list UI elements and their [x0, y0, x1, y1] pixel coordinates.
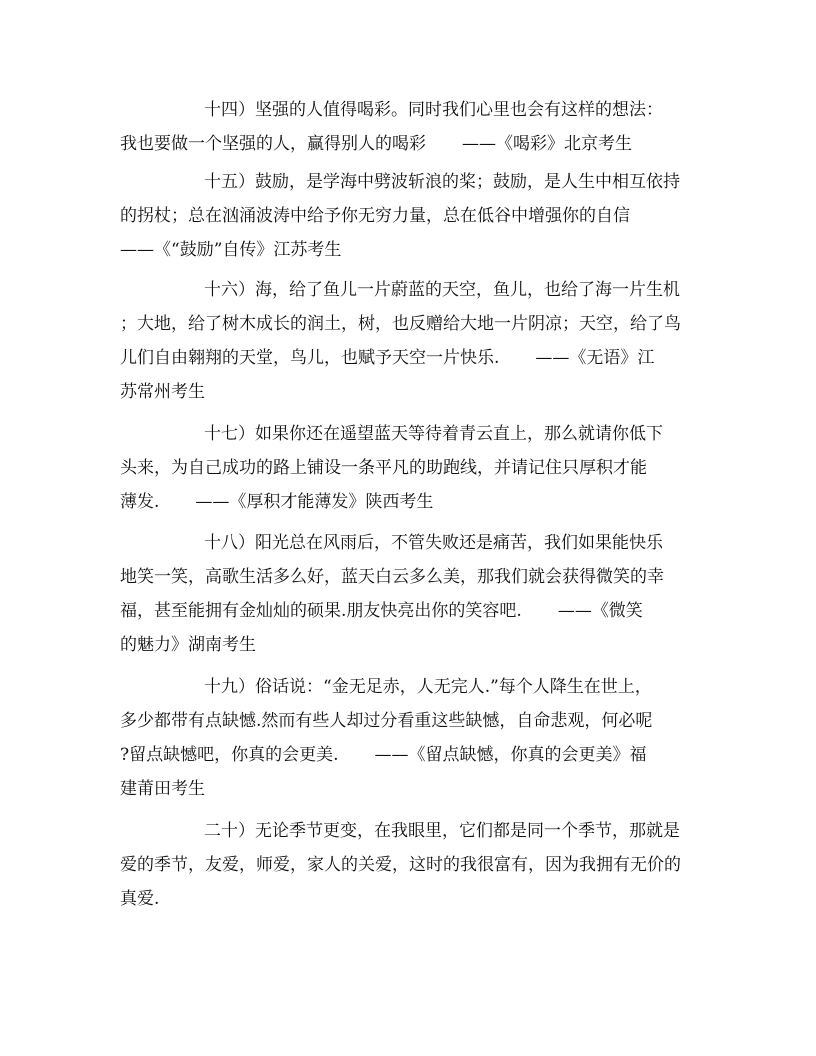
text-line [120, 341, 695, 375]
text-line: 十九）俗话说：“金无足赤，人无完人.”每个人降生在世上， [204, 677, 652, 697]
source-citation: ——《留点缺憾，你真的会更美》福 [374, 745, 647, 765]
source-citation: ——《无语》江 [535, 348, 655, 368]
text-line: 十七）如果你还在遥望蓝天等待着青云直上，那么就请你低下 [204, 424, 663, 444]
text-line: 二十）无论季节更变，在我眼里，它们都是同一个季节，那就是 [204, 821, 680, 841]
text-line: 头来，为自己成功的路上铺设一条平凡的助跑线，并请记住只厚积才能 [120, 458, 647, 478]
paragraph-18 [120, 526, 695, 662]
paragraph-15 [120, 165, 695, 267]
text-segment: 薄发. [120, 492, 160, 512]
text-line [120, 485, 695, 519]
paragraph-19 [120, 670, 695, 806]
text-line: 真爱. [120, 889, 160, 909]
text-line: 地笑一笑，高歌生活多么好，蓝天白云多么美，那我们就会获得微笑的幸 [120, 567, 664, 587]
text-line: 爱的季节，友爱，师爱，家人的关爱，这时的我很富有，因为我拥有无价的 [120, 855, 681, 875]
text-segment: ?留点缺憾吧，你真的会更美. [120, 745, 339, 765]
text-line [120, 738, 695, 772]
text-segment: 我也要做一个坚强的人，赢得别人的喝彩 [120, 134, 426, 154]
paragraph-14 [120, 93, 695, 161]
text-line: 十八）阳光总在风雨后，不管失败还是痛苦，我们如果能快乐 [204, 533, 663, 553]
text-line: 十六）海，给了鱼儿一片蔚蓝的天空，鱼儿，也给了海一片生机 [204, 280, 680, 300]
text-line: 的拐杖；总在汹涌波涛中给予你无穷力量，总在低谷中增强你的自信 [120, 206, 630, 226]
text-line [120, 127, 695, 161]
text-line: 建莆田考生 [120, 779, 205, 799]
text-line: 多少都带有点缺憾.然而有些人却过分看重这些缺憾，自命悲观，何必呢 [120, 711, 653, 731]
text-line: 十四）坚强的人值得喝彩。同时我们心里也会有这样的想法： [204, 100, 663, 120]
text-line: 的魅力》湖南考生 [120, 635, 256, 655]
source-citation: ——《“鼓励”自传》江苏考生 [120, 240, 342, 260]
paragraph-20 [120, 814, 695, 916]
text-line [120, 594, 695, 628]
text-segment: 福，甚至能拥有金灿灿的硕果.朋友快亮出你的笑容吧. [120, 601, 522, 621]
source-citation: ——《喝彩》北京考生 [462, 134, 632, 154]
text-line: 苏常州考生 [120, 382, 205, 402]
paragraph-16 [120, 273, 695, 409]
text-line: ；大地，给了树木成长的润土，树，也反赠给大地一片阴凉；天空，给了鸟 [120, 314, 681, 334]
text-line: 十五）鼓励，是学海中劈波斩浪的桨；鼓励，是人生中相互依持 [204, 172, 680, 192]
paragraph-17 [120, 417, 695, 519]
text-segment: 儿们自由翱翔的天堂，鸟儿，也赋予天空一片快乐. [120, 348, 500, 368]
source-citation: ——《厚积才能薄发》陕西考生 [195, 492, 434, 512]
source-citation: ——《微笑 [557, 601, 643, 621]
